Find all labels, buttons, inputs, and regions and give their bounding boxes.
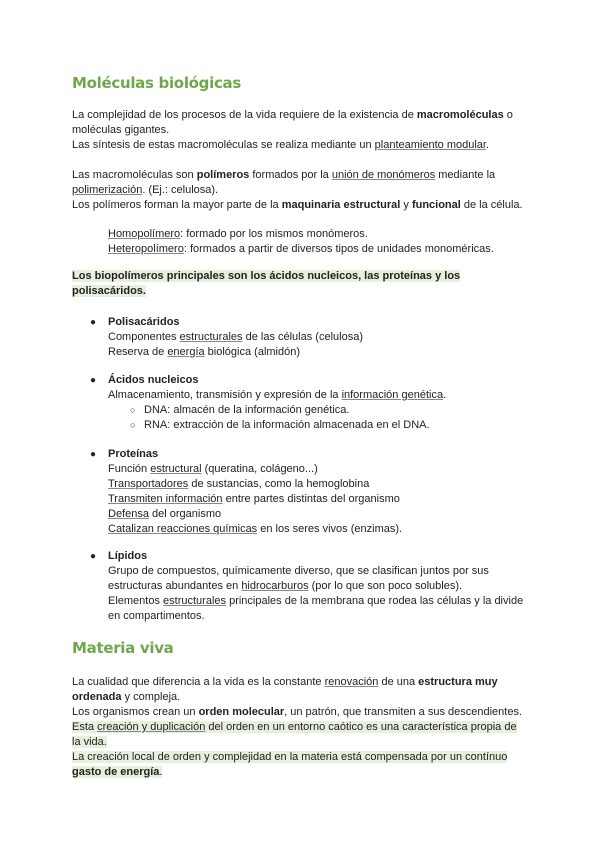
bold-term: orden molecular [198,706,285,718]
text: : formado por los mismos monómeros. [180,228,368,240]
highlighted-text: Los biopolímeros principales son los ácidos nucleicos, las proteínas y los [72,270,461,282]
text: de la célula. [460,199,523,211]
underlined-term: Catalizan reacciones químicas [108,523,258,535]
text: entre partes distintas del organismo [222,493,400,505]
bold-term: gasto de energía [72,766,160,778]
text: o [503,109,513,121]
text: Los organismos crean un [72,706,199,718]
bold-term: macromoléculas [416,109,504,121]
underlined-term: creación y duplicación [97,721,206,733]
text: en compartimentos. [108,610,205,622]
text: biológica (almidón) [204,346,301,358]
sub-list-item-rna: RNA: extracción de la información almacenada en el DNA. [144,419,430,431]
underlined-term: renovación [324,676,379,688]
list-item-title: Lípidos [108,550,148,562]
text: Función [108,463,151,475]
list-item-title: Polisacáridos [108,316,180,328]
biopolymers-highlight [72,269,532,299]
text: La complejidad de los procesos de la vida requiere de la existencia de [72,109,417,121]
underlined-term: información genética [341,389,444,401]
text: Componentes [108,331,180,343]
underlined-term: Heteropolímero [108,243,184,255]
text: , un patrón, que transmiten a sus descendientes. [284,706,523,718]
underlined-term: hidrocarburos [241,580,309,592]
text: : formados a partir de diversos tipos de unidades monoméricas. [183,243,494,255]
sub-list-item-dna: DNA: almacén de la información genética. [144,404,350,416]
highlighted-text: Esta [72,721,98,733]
highlighted-text: La creación local de orden y complejidad en la materia está compensada por un contínuo [72,751,508,763]
bullet-icon: ● [90,317,97,328]
text: de sustancias, como la hemoglobina [188,478,370,490]
list-item-polisacaridos [108,315,363,360]
text: . [159,766,163,778]
bold-term: maquinaria estructural [281,199,401,211]
text: (por lo que son poco solubles). [308,580,463,592]
highlighted-text: la vida. [72,736,107,748]
underlined-term: estructurales [179,331,243,343]
text: Las macromoléculas son [72,169,197,181]
text: La cualidad que diferencia a la vida es la constante [72,676,325,688]
underlined-term: Transportadores [108,478,189,490]
text: . [443,389,447,401]
text: principales de la membrana que rodea las células y la divide [226,595,524,607]
text: Los polímeros forman la mayor parte de la [72,199,282,211]
intro-paragraph [72,108,532,153]
section-title-moleculas: Moléculas biológicas [72,74,241,92]
text: Elementos [108,595,164,607]
bold-term: polímeros [196,169,250,181]
bullet-icon: ● [90,551,97,562]
bold-term: ordenada [72,691,122,703]
bold-term: estructura muy [418,676,498,688]
section-title-materia-viva: Materia viva [72,639,174,657]
text: Reserva de [108,346,168,358]
list-item-lipidos [108,549,523,624]
underlined-term: polimerización [72,184,143,196]
text: moléculas gigantes. [72,124,170,136]
text: Grupo de compuestos, químicamente diverso, que se clasifican juntos por sus [108,565,489,577]
text: en los seres vivos (enzimas). [257,523,403,535]
underlined-term: Homopolímero [108,228,181,240]
underlined-term: planteamiento modular [374,139,486,151]
polymers-paragraph [72,168,532,213]
text: de las células (celulosa) [242,331,363,343]
highlighted-text: del orden en un entorno caótico es una característica propia de [205,721,517,733]
text: formados por la [249,169,332,181]
sub-bullet-icon: ○ [130,420,136,430]
sub-bullet-icon: ○ [130,405,136,415]
text: (queratina, colágeno...) [201,463,318,475]
underlined-term: unión de monómeros [331,169,436,181]
text: . [485,139,490,151]
text: Almacenamiento, transmisión y expresión de la [108,389,342,401]
highlighted-text: polisacáridos. [72,285,146,297]
underlined-term: estructurales [163,595,227,607]
list-item-acidos-nucleicos [108,373,446,403]
text: mediante la [435,169,496,181]
underlined-term: Defensa [108,508,149,520]
underlined-term: energía [167,346,205,358]
text: y [400,199,412,211]
text: estructuras abundantes en [108,580,242,592]
text: y compleja. [121,691,181,703]
list-item-proteinas [108,447,402,537]
polymer-types [108,227,494,257]
text: del organismo [148,508,222,520]
text: de una [378,676,419,688]
bold-term: funcional [411,199,461,211]
underlined-term: estructural [150,463,202,475]
text: Las síntesis de estas macromoléculas se realiza mediante un [72,139,375,151]
list-item-title: Ácidos nucleicos [108,374,199,386]
underlined-term: Transmiten información [108,493,223,505]
materia-viva-paragraph [72,675,532,780]
list-item-title: Proteínas [108,448,159,460]
bullet-icon: ● [90,449,97,460]
text: . (Ej.: celulosa). [142,184,219,196]
bullet-icon: ● [90,375,97,386]
